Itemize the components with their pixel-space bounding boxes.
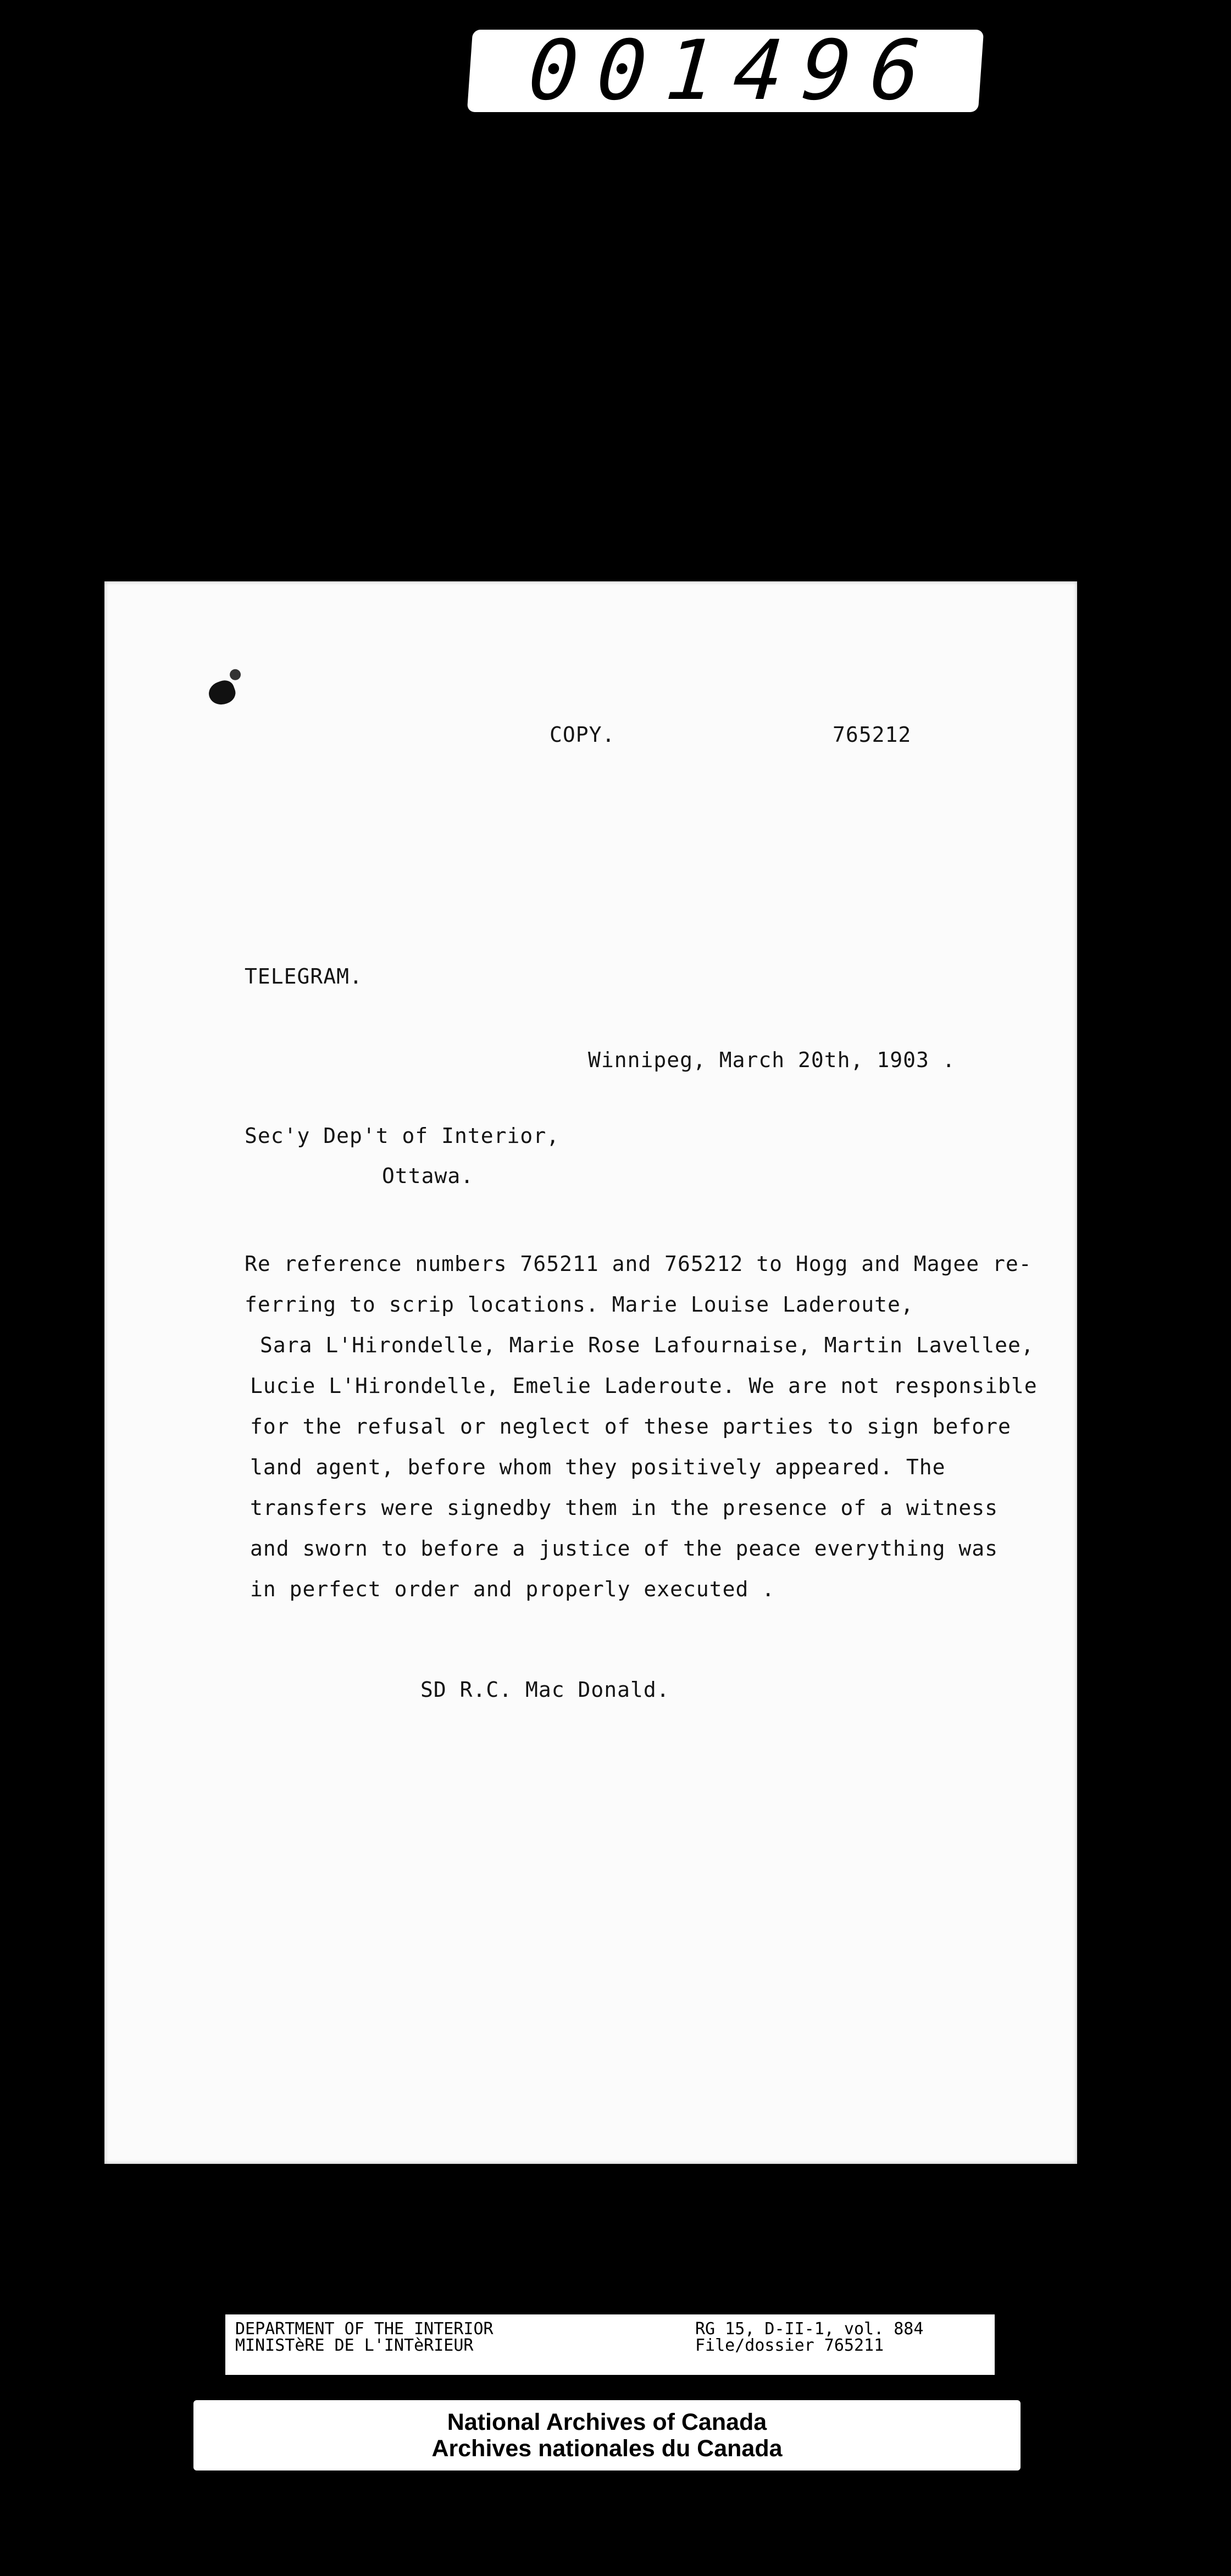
body-line: in perfect order and properly executed . [250, 1577, 775, 1601]
file-dossier-reference: File/dossier 765211 [695, 2336, 884, 2355]
record-group-reference: RG 15, D-II-1, vol. 884 [695, 2319, 924, 2339]
signature-line: SD R.C. Mac Donald. [420, 1678, 670, 1702]
telegram-copy-page [104, 581, 1077, 2164]
body-line: land agent, before whom they positively appeared. The [250, 1455, 946, 1479]
telegram-body [245, 1243, 1038, 1609]
copy-mark: COPY. [550, 723, 616, 747]
body-line: Sara L'Hirondelle, Marie Rose Lafournaise, Martin Lavellee, [260, 1333, 1034, 1357]
archive-name-english: National Archives of Canada [447, 2409, 767, 2435]
microfilm-frame-number: 001496 [467, 30, 984, 112]
body-line: Re reference numbers 765211 and 765212 to Hogg and Magee re- [245, 1252, 1032, 1276]
body-line: Lucie L'Hirondelle, Emelie Laderoute. We are not responsible [250, 1374, 1038, 1398]
recipient-line-2: Ottawa. [382, 1164, 474, 1188]
recipient-line-1: Sec'y Dep't of Interior, [245, 1124, 560, 1148]
file-reference-number: 765212 [833, 723, 912, 747]
body-line: and sworn to before a justice of the peace everything was [250, 1536, 999, 1561]
body-line: ferring to scrip locations. Marie Louise Laderoute, [245, 1292, 914, 1317]
body-line: for the refusal or neglect of these parties to sign before [250, 1414, 1011, 1439]
catalog-reference-strip [225, 2314, 995, 2375]
department-french: MINISTèRE DE L'INTèRIEUR [235, 2336, 474, 2355]
ink-smudge [206, 678, 238, 708]
archive-name-french: Archives nationales du Canada [431, 2435, 783, 2462]
department-names [235, 2321, 493, 2354]
telegram-heading: TELEGRAM. [245, 964, 363, 989]
department-english: DEPARTMENT OF THE INTERIOR [235, 2319, 493, 2339]
archive-label [193, 2400, 1021, 2470]
place-and-date: Winnipeg, March 20th, 1903 . [588, 1048, 956, 1072]
archival-reference [695, 2321, 923, 2354]
body-line: transfers were signedby them in the presence of a witness [250, 1496, 999, 1520]
